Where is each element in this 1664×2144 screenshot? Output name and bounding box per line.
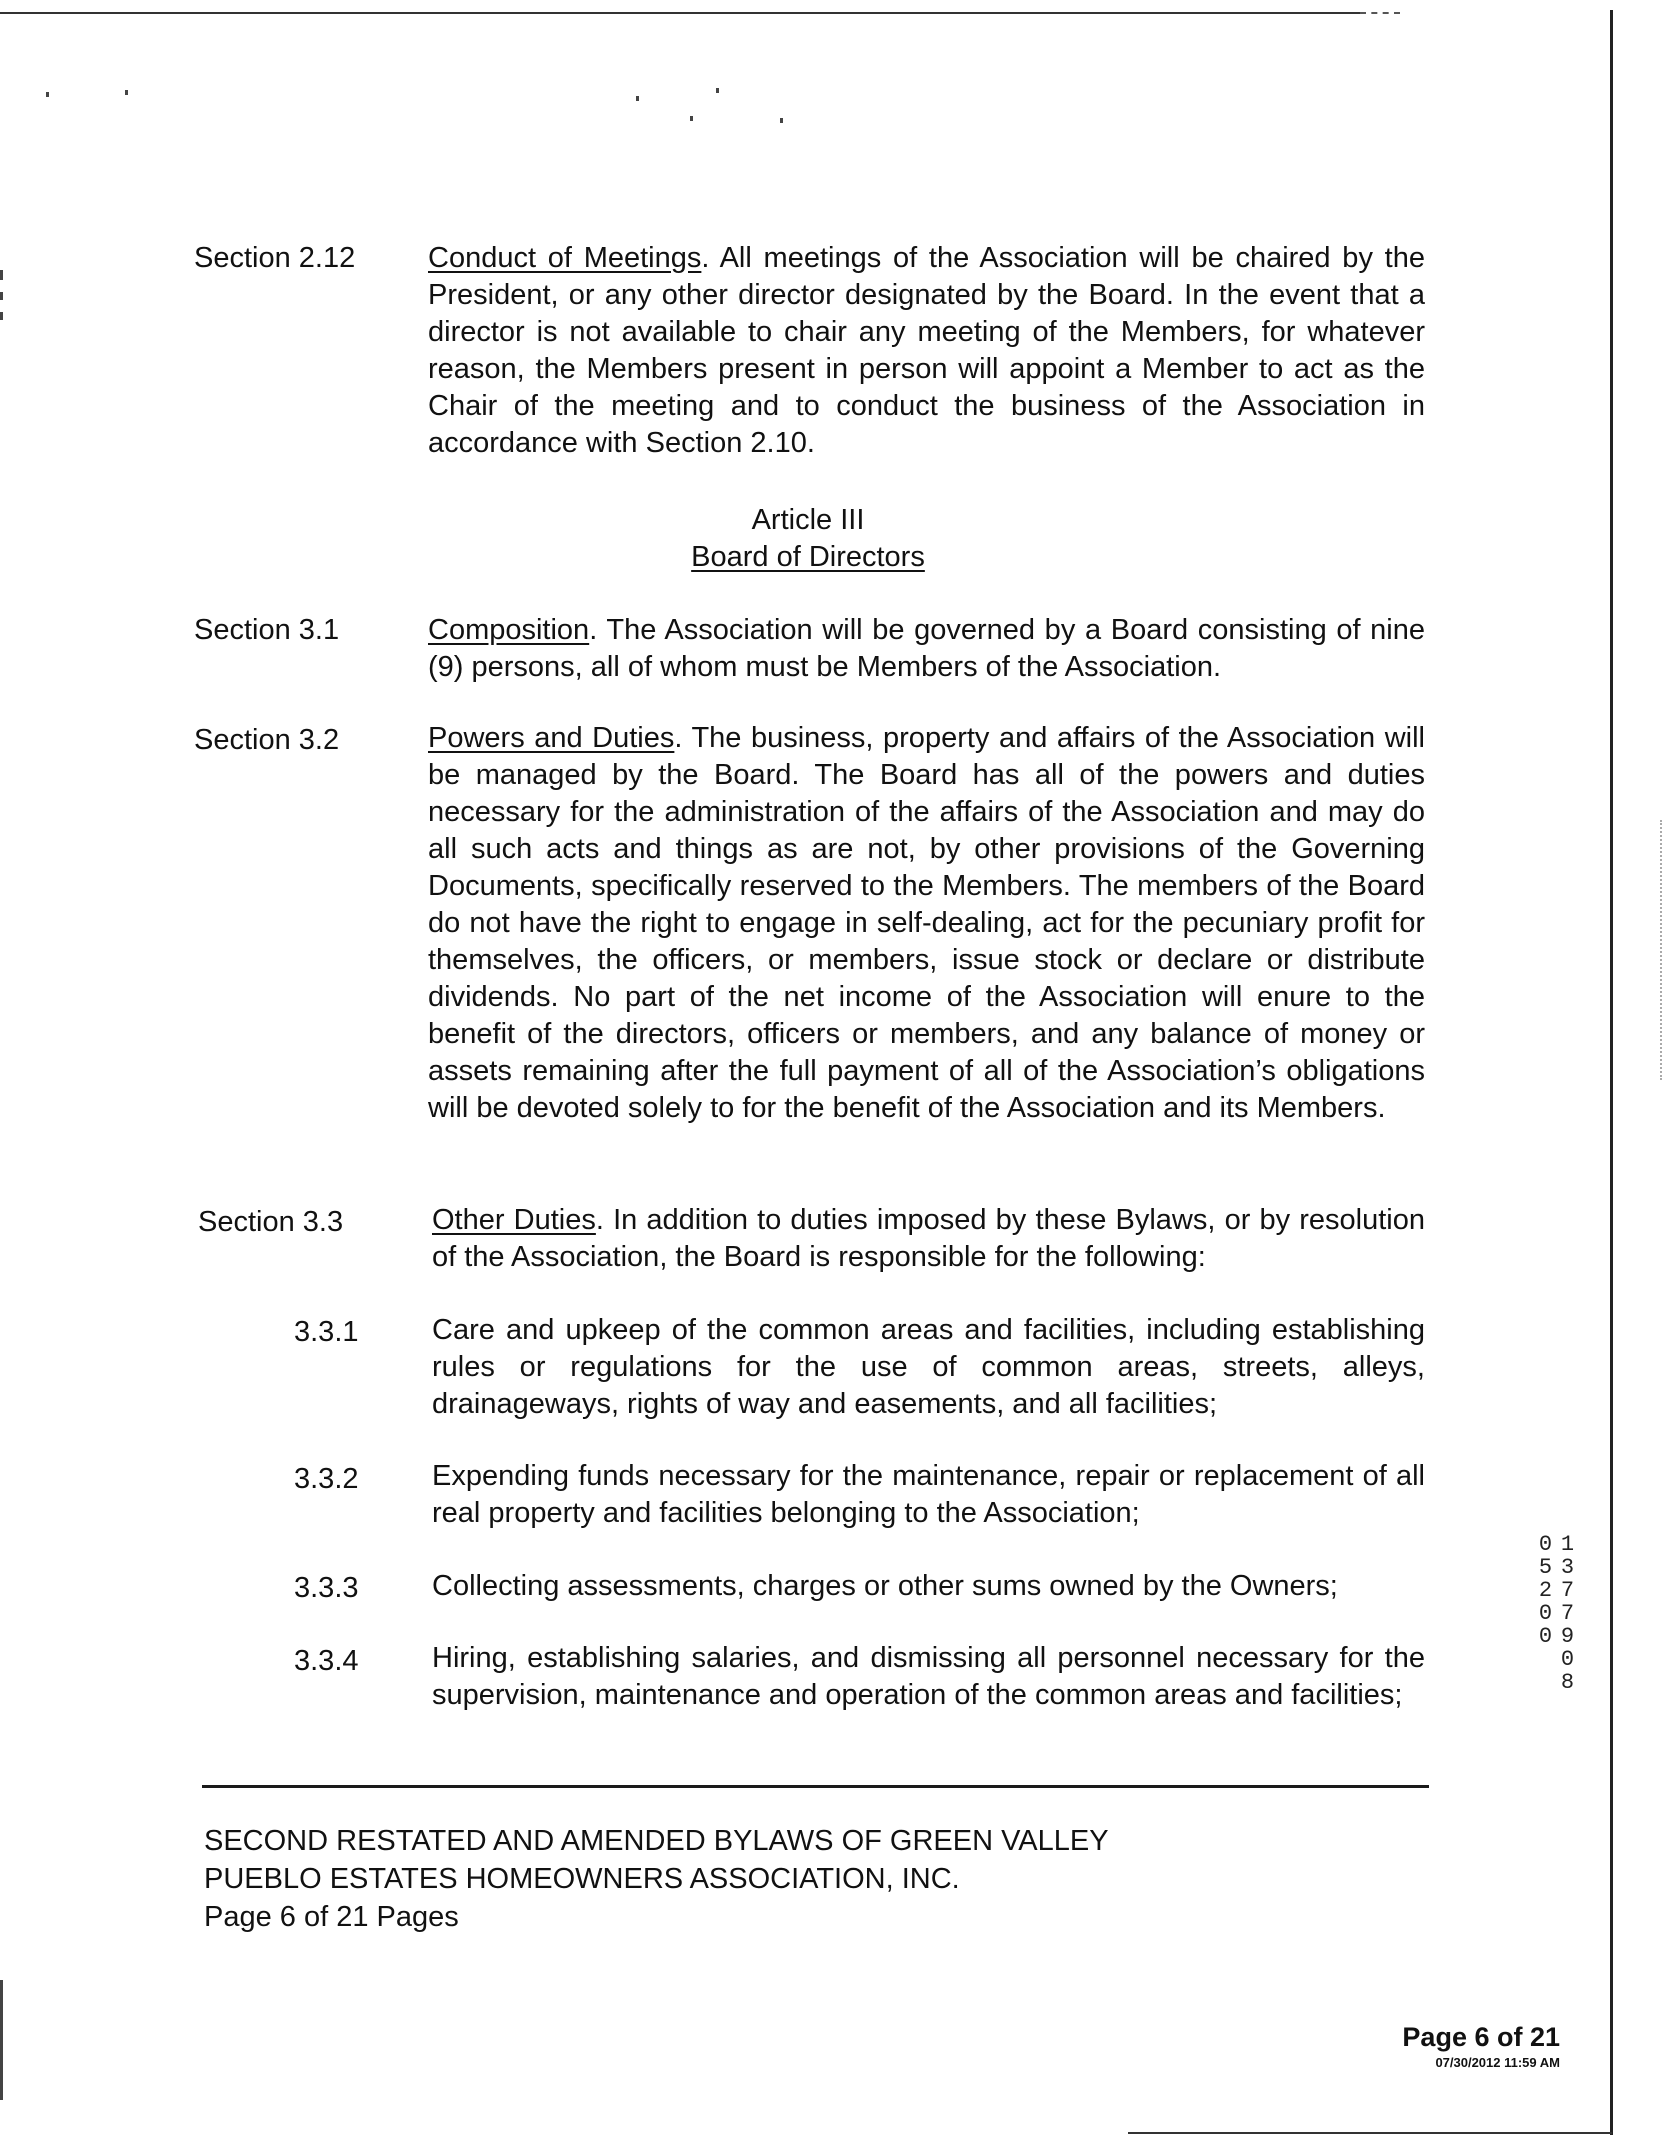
article-number: Article III bbox=[751, 504, 865, 536]
item-3-3-4-label: 3.3.4 bbox=[294, 1645, 359, 1677]
item-3-3-3-text: Collecting assessments, charges or other sums owned by the Owners; bbox=[432, 1570, 1338, 1602]
scan-left-mark bbox=[0, 312, 3, 320]
scan-speck bbox=[780, 118, 783, 123]
scan-speck bbox=[46, 92, 49, 97]
section-3-3-body bbox=[432, 1202, 1425, 1276]
scan-speck bbox=[125, 90, 128, 95]
item-3-3-2-label: 3.3.2 bbox=[294, 1463, 359, 1495]
footer-page-count: Page 6 of 21 Pages bbox=[204, 1901, 459, 1933]
section-2-12-text: . All meetings of the Association will be chaired by the President, or any other director designated by the Board. In the event that a director is not available to chair any meeting of the Members, for whatever reason, the Members present in person will appoint a Member to act as the Chair of the meeting and to conduct the business of the Association in accordance with Section 2.10. bbox=[428, 242, 1425, 459]
section-3-3-text: . In addition to duties imposed by these Bylaws, or by resolution of the Association, the Board is responsible for the following: bbox=[432, 1204, 1425, 1273]
section-3-3-label: Section 3.3 bbox=[198, 1206, 344, 1238]
item-3-3-3-label: 3.3.3 bbox=[294, 1572, 359, 1604]
side-recording-stamp: 1377908 05200 bbox=[1533, 1532, 1580, 1693]
section-3-1-body bbox=[428, 612, 1425, 686]
scan-speck bbox=[690, 116, 693, 121]
section-3-1-heading: Composition bbox=[428, 614, 590, 646]
scan-top-border bbox=[0, 12, 1360, 14]
scan-left-mark bbox=[0, 1980, 3, 2100]
article-title-wrap bbox=[428, 539, 1188, 576]
footer-title-line-2: PUEBLO ESTATES HOMEOWNERS ASSOCIATION, INC. bbox=[204, 1863, 960, 1895]
section-2-12-label: Section 2.12 bbox=[194, 242, 356, 274]
scan-top-border-dashed bbox=[1360, 12, 1400, 14]
stamp-datetime: 07/30/2012 11:59 AM bbox=[1435, 2055, 1560, 2070]
section-3-1-label: Section 3.1 bbox=[194, 614, 340, 646]
scan-speck bbox=[636, 96, 639, 101]
section-2-12-body bbox=[428, 240, 1425, 462]
scan-bottom-border bbox=[1128, 2132, 1612, 2134]
scan-left-mark bbox=[0, 270, 3, 280]
section-3-2-body bbox=[428, 720, 1425, 1127]
footer-divider bbox=[202, 1785, 1429, 1788]
section-2-12-heading: Conduct of Meetings bbox=[428, 242, 702, 274]
scan-speck bbox=[716, 88, 719, 93]
item-3-3-2-text: Expending funds necessary for the maintenance, repair or replacement of all real property and facilities belonging to the Association; bbox=[432, 1460, 1425, 1529]
item-3-3-4-text: Hiring, establishing salaries, and dismissing all personnel necessary for the supervision, maintenance and operation of the common areas and facilities; bbox=[432, 1642, 1425, 1711]
scan-left-mark bbox=[0, 292, 3, 300]
section-3-3-heading: Other Duties bbox=[432, 1204, 596, 1236]
item-3-3-1-label: 3.3.1 bbox=[294, 1316, 359, 1348]
scan-right-border bbox=[1610, 10, 1613, 2135]
section-3-2-text: . The business, property and affairs of the Association will be managed by the Board. The Board has all of the powers and duties necessary for the administration of the affairs of the Association and may do all such acts and things as are not, by other provisions of the Governing Documents, specifically reserved to the Members. The members of the Board do not have the right to engage in self-dealing, act for the pecuniary profit for themselves, the officers, or members, issue stock or declare or distribute dividends. No part of the net income of the Association will enure to the benefit of the directors, officers or members, and any balance of money or assets remaining after the full payment of all of the Association’s obligations will be devoted solely to for the benefit of the Association and its Members. bbox=[428, 722, 1425, 1124]
document-footer bbox=[204, 1822, 1109, 1936]
section-3-1-text: . The Association will be governed by a Board consisting of nine (9) persons, all of whom must be Members of the Association. bbox=[428, 614, 1425, 683]
scan-right-faint-mark bbox=[1660, 820, 1664, 1080]
section-3-2-label: Section 3.2 bbox=[194, 724, 340, 756]
item-3-3-1-text: Care and upkeep of the common areas and facilities, including establishing rules or regulations for the use of common areas, streets, alleys, drainageways, rights of way and easements, and all facilities; bbox=[432, 1314, 1425, 1420]
article-title: Board of Directors bbox=[691, 541, 925, 573]
stamp-page-number: Page 6 of 21 bbox=[1402, 2022, 1560, 2052]
section-3-2-heading: Powers and Duties bbox=[428, 722, 675, 754]
footer-title-line-1: SECOND RESTATED AND AMENDED BYLAWS OF GREEN VALLEY bbox=[204, 1825, 1109, 1857]
